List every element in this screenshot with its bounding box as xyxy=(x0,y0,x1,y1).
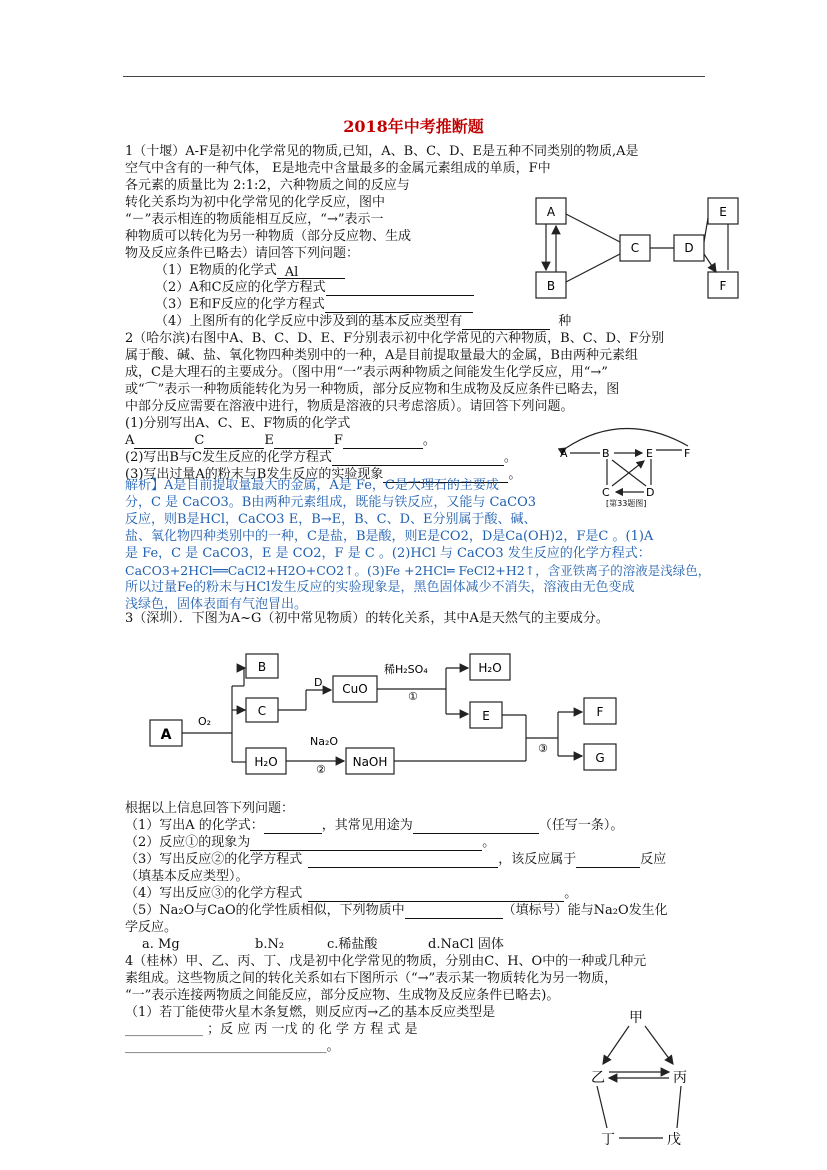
q3-lead: 根据以上信息回答下列问题： xyxy=(125,801,295,816)
q3-blank-formula[interactable] xyxy=(264,819,322,834)
q3-blank-type[interactable] xyxy=(576,853,640,868)
q2-node-e: E xyxy=(646,447,653,460)
q3-option-c: c.稀盐酸 xyxy=(327,937,378,952)
q2-line-3: 成，C是大理石的主要成分。（图中用“一”表示两种物质之间能发生化学反应，用“→” xyxy=(125,365,608,380)
q3-label-h2so4: 稀H₂SO₄ xyxy=(384,663,428,676)
page-title: 2018年中考推断题 xyxy=(343,117,484,136)
q1-blank-3[interactable] xyxy=(325,298,473,313)
q3-sub3-note: （填基本反应类型）。 xyxy=(125,869,249,884)
q1-diagram xyxy=(532,194,744,304)
q4-link-bing-wu xyxy=(677,1086,681,1128)
q4-node-bing: 丙 xyxy=(673,1070,687,1086)
q3-node-h2o-bottom: H₂O xyxy=(254,755,278,769)
q2-node-b: B xyxy=(602,447,610,460)
q2-node-d: D xyxy=(646,486,655,499)
header-rule xyxy=(123,76,705,77)
q2-analysis-4: 盐、氧化物四种类别中的一种，C是盐，B是酸，则E是CO2，D是Ca(OH)2，F是C 。(1)A xyxy=(125,529,654,544)
q4-arrow-jia-yi xyxy=(603,1026,629,1064)
q2-diagram xyxy=(556,416,700,508)
q1-link-d-e xyxy=(704,218,708,242)
q2-line-2: 属于酸、碱、盐、氧化物四种类别中的一种，A是目前提取量最大的金属，B由两种元素组 xyxy=(125,348,638,363)
q4-line-1: 4（桂林）甲、乙、丙、丁、戊是初中化学常见的物质，分别由C、H、O中的一种或几种元 xyxy=(125,954,647,969)
q1-line-3: 各元素的质量比为 2:1:2，六种物质之间的反应与 xyxy=(125,178,410,193)
q1-node-f: F xyxy=(719,279,727,293)
q2-sub1: (1)分别写出A、C、E、F物质的化学式 xyxy=(125,416,351,431)
q2-curve-f-a xyxy=(566,428,688,448)
q3-node-f: F xyxy=(596,705,604,719)
q3-node-a: A xyxy=(160,727,172,743)
q2-sub2: (2)写出B与C发生反应的化学方程式 。 xyxy=(125,450,517,465)
q3-label-r2: ② xyxy=(316,763,326,776)
q3-option-b: b.N₂ xyxy=(255,937,285,952)
q1-answer-1: Al xyxy=(277,264,345,279)
q1-node-a: A xyxy=(546,205,556,219)
q3-sub5: （5）Na₂O与CaO的化学性质相似，下列物质中 （填标号）能与Na₂O发生化 xyxy=(125,903,668,918)
q2-analysis-6: CaCO3+2HCl══CaCl2+H2O+CO2↑。(3)Fe +2HCl═ FeCl2+H2↑，含亚铁离子的溶液是浅绿色， xyxy=(125,563,711,578)
q4-link-yi-ding xyxy=(597,1086,607,1128)
q3-label-r3: ③ xyxy=(538,742,548,755)
q4-sub1-line3: _______________________________。 xyxy=(125,1039,340,1054)
q3-sub4: （4）写出反应③的化学方程式 。 xyxy=(125,886,578,901)
q3-option-a: a. Mg xyxy=(142,937,180,952)
q2-analysis-2: 分，C 是 CaCO3。B由两种元素组成，既能与铁反应，又能与 CaCO3 xyxy=(125,495,537,510)
q1-sub1: （1）E物质的化学式 Al xyxy=(155,262,345,279)
q2-blank-e[interactable] xyxy=(274,434,334,449)
q4-line-2: 素组成。这些物质之间的转化关系如右下图所示（“→”表示某一物质转化为另一物质， xyxy=(125,971,618,986)
q4-node-wu: 戊 xyxy=(667,1132,681,1148)
q1-sub2: （2）A和C反应的化学方程式 xyxy=(155,279,474,296)
q2-blank-c[interactable] xyxy=(204,434,264,449)
q3-node-e: E xyxy=(482,709,490,723)
q1-link-a-c xyxy=(566,214,620,242)
q1-node-e: E xyxy=(719,205,727,219)
q3-blank-choice[interactable] xyxy=(405,904,503,919)
q1-line-7: 物及反应条件已略去）请回答下列问题： xyxy=(125,246,360,261)
q1-line-5: “－”表示相连的物质能相互反应，“→”表示一 xyxy=(125,212,384,227)
q2-analysis-1: 解析】A是目前提取量最大的金属，A是 Fe，C是大理石的主要成 xyxy=(125,478,499,493)
q1-line-6: 种物质可以转化为另一种物质（部分反应物、生成 xyxy=(125,229,412,244)
q3-sub1: （1）写出A 的化学式： ，其常见用途为 （任写一条）。 xyxy=(125,818,624,833)
q3-blank-eq3[interactable] xyxy=(308,887,564,902)
q3-node-cuo: CuO xyxy=(342,682,368,696)
q3-diagram xyxy=(146,646,646,776)
q3-blank-eq2[interactable] xyxy=(308,853,498,868)
q4-sub1-line2: ____________ ；反 应 丙 一戊 的 化 学 方 程 式 是 xyxy=(125,1022,418,1037)
q1-arrow-d-f xyxy=(704,254,716,272)
q4-diagram xyxy=(585,1006,705,1156)
q3-blank-phenomenon[interactable] xyxy=(250,836,482,851)
q2-arrow-c-e xyxy=(612,461,644,486)
q2-blank-2[interactable] xyxy=(332,451,504,466)
q2-blank-f[interactable] xyxy=(343,434,423,449)
q1-link-b-c xyxy=(566,254,620,282)
q3-option-d: d.NaCl 固体 xyxy=(428,937,504,952)
q1-blank-4[interactable] xyxy=(462,315,550,330)
q3-node-h2o-top: H₂O xyxy=(478,661,502,675)
q2-analysis-8: 浅绿色，固体表面有气泡冒出。 xyxy=(125,597,308,612)
q4-line-3: “一”表示连接两物质之间能反应，部分反应物、生成物及反应条件已略去)。 xyxy=(125,988,560,1003)
q3-label-o2: O₂ xyxy=(198,715,212,728)
q1-blank-2[interactable] xyxy=(326,281,474,296)
q3-node-naoh: NaOH xyxy=(352,755,388,769)
q2-line-1: 2（哈尔滨)右图中A、B、C、D、E、F分别表示初中化学常见的六种物质，B、C、D、F分别 xyxy=(125,331,665,346)
q1-line-1: 1（十堰）A-F是初中化学常见的物质,已知，A、B、C、D、E是五种不同类别的物质,A是 xyxy=(125,144,639,159)
q3-intro: 3（深圳）．下图为A~G（初中常见物质）的转化关系，其中A是天然气的主要成分。 xyxy=(125,611,609,626)
q3-node-b: B xyxy=(257,660,267,674)
q2-blank-a[interactable] xyxy=(134,434,194,449)
q2-node-f: F xyxy=(684,447,691,460)
q4-arrow-jia-bing xyxy=(645,1026,673,1064)
q1-line-2: 空气中含有的一种气体， E是地壳中含量最多的金属元素组成的单质，F中 xyxy=(125,161,551,176)
q3-sub5-end: 学反应。 xyxy=(125,920,178,935)
q1-node-b: B xyxy=(546,279,556,293)
q3-node-g: G xyxy=(595,751,605,765)
q2-analysis-5: 是 Fe，C 是 CaCO3，E 是 CO2，F 是 C 。(2)HCl 与 CaCO3 发生反应的化学方程式： xyxy=(125,546,651,561)
q1-sub4: （4）上图所有的化学反应中涉及到的基本反应类型有 种 xyxy=(155,314,572,329)
q2-node-c: C xyxy=(602,486,610,499)
q4-node-yi: 乙 xyxy=(591,1070,605,1086)
q3-node-c: C xyxy=(257,704,267,718)
q2-caption: [第33题图] xyxy=(606,499,647,508)
q1-node-c: C xyxy=(630,241,640,255)
q4-sub1: （1）若丁能使带火星木条复燃，则反应丙→乙的基本反应类型是 xyxy=(125,1005,496,1020)
q4-node-ding: 丁 xyxy=(601,1132,615,1148)
q3-label-na2o: Na₂O xyxy=(310,735,339,748)
q3-sub3: （3）写出反应②的化学方程式 ，该反应属于 反应 xyxy=(125,852,667,867)
q3-sub2: （2）反应①的现象为 。 xyxy=(125,835,496,850)
q2-sub1-blanks: A C E F 。 xyxy=(125,433,436,448)
q3-label-r1: ① xyxy=(408,690,418,703)
q1-node-d: D xyxy=(684,241,694,255)
q4-node-jia: 甲 xyxy=(629,1010,643,1026)
q2-line-5: 中部分反应需要在溶液中进行，物质是溶液的只考虑溶质）。请回答下列问题。 xyxy=(125,399,574,414)
q2-analysis-3: 反应，则B是HCl，CaCO3 E，B→E，B、C、D、E分别属于酸、碱、 xyxy=(125,512,537,527)
q2-line-4: 或“⌒”表示一种物质能转化为另一种物质，部分反应物和生成物及反应条件已略去，图 xyxy=(125,382,620,397)
q2-sub3: (3)写出过量A的粉末与B发生反应的实验现象 。 xyxy=(125,467,522,482)
q3-blank-use[interactable] xyxy=(413,819,539,834)
q1-line-4: 转化关系均为初中化学常见的化学反应，图中 xyxy=(125,195,386,210)
q2-node-a: A xyxy=(560,447,568,460)
q2-analysis-7: 所以过量Fe的粉末与HCl发生反应的实验现象是，黑色固体减少不消失，溶液由无色变成 xyxy=(125,580,635,595)
q3-label-d: D xyxy=(314,676,323,689)
q1-sub3: （3）E和F反应的化学方程式 xyxy=(155,296,473,313)
